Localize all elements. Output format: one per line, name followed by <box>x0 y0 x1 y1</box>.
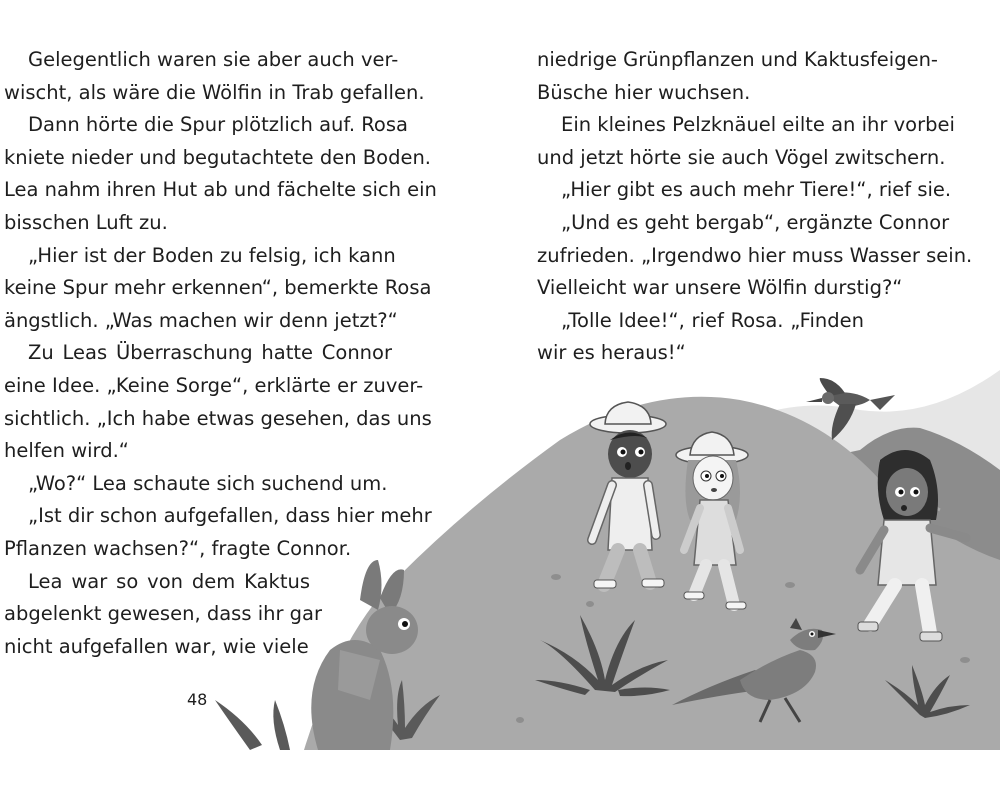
text-line: und jetzt hörte sie auch Vögel zwitschern. <box>537 145 946 169</box>
text-line: Lea nahm ihren Hut ab und fächelte sich ein <box>4 178 437 202</box>
text-line: „Ist dir schon aufgefallen, dass hier mehr <box>28 504 432 528</box>
text-line: Lea war so von dem Kaktus <box>28 569 310 593</box>
text-line: sichtlich. „Ich habe etwas gesehen, das uns <box>4 406 432 430</box>
text-line: Ein kleines Pelzknäuel eilte an ihr vorbei <box>561 113 955 137</box>
text-line: Dann hörte die Spur plötzlich auf. Rosa <box>28 113 408 137</box>
text-line: wir es heraus!“ <box>537 341 686 365</box>
text-line: nicht aufgefallen war, wie viele <box>4 634 309 658</box>
text-line: „Tolle Idee!“, rief Rosa. „Finden <box>561 308 864 332</box>
right-text-column <box>537 44 973 370</box>
text-line: Zu Leas Überraschung hatte Connor <box>28 341 392 365</box>
text-line: wischt, als wäre die Wölfin in Trab gefallen. <box>4 80 425 104</box>
text-line: bisschen Luft zu. <box>4 210 168 234</box>
text-line: Vielleicht war unsere Wölfin durstig?“ <box>537 276 903 300</box>
text-line: „Und es geht bergab“, ergänzte Connor <box>561 210 950 234</box>
text-line: kniete nieder und begutachtete den Boden. <box>4 145 432 169</box>
text-line: „Hier ist der Boden zu felsig, ich kann <box>28 243 396 267</box>
text-line: eine Idee. „Keine Sorge“, erklärte er zuver- <box>4 373 424 397</box>
text-line: abgelenkt gewesen, dass ihr gar <box>4 602 323 626</box>
text-line: „Hier gibt es auch mehr Tiere!“, rief sie. <box>561 178 952 202</box>
text-line: „Wo?“ Lea schaute sich suchend um. <box>28 471 388 495</box>
text-line: Pflanzen wachsen?“, fragte Connor. <box>4 536 352 560</box>
text-line: helfen wird.“ <box>4 439 129 463</box>
text-line: niedrige Grünpflanzen und Kaktusfeigen- <box>537 48 938 71</box>
text-line: Büsche hier wuchsen. <box>537 80 751 104</box>
text-line: ängstlich. „Was machen wir denn jetzt?“ <box>4 308 398 332</box>
left-text-column <box>4 44 437 663</box>
page-number: 48 <box>187 690 208 709</box>
text-line: keine Spur mehr erkennen“, bemerkte Rosa <box>4 276 432 300</box>
text-line: Gelegentlich waren sie aber auch ver- <box>28 48 399 71</box>
text-line: zufrieden. „Irgendwo hier muss Wasser sein. <box>537 243 973 267</box>
